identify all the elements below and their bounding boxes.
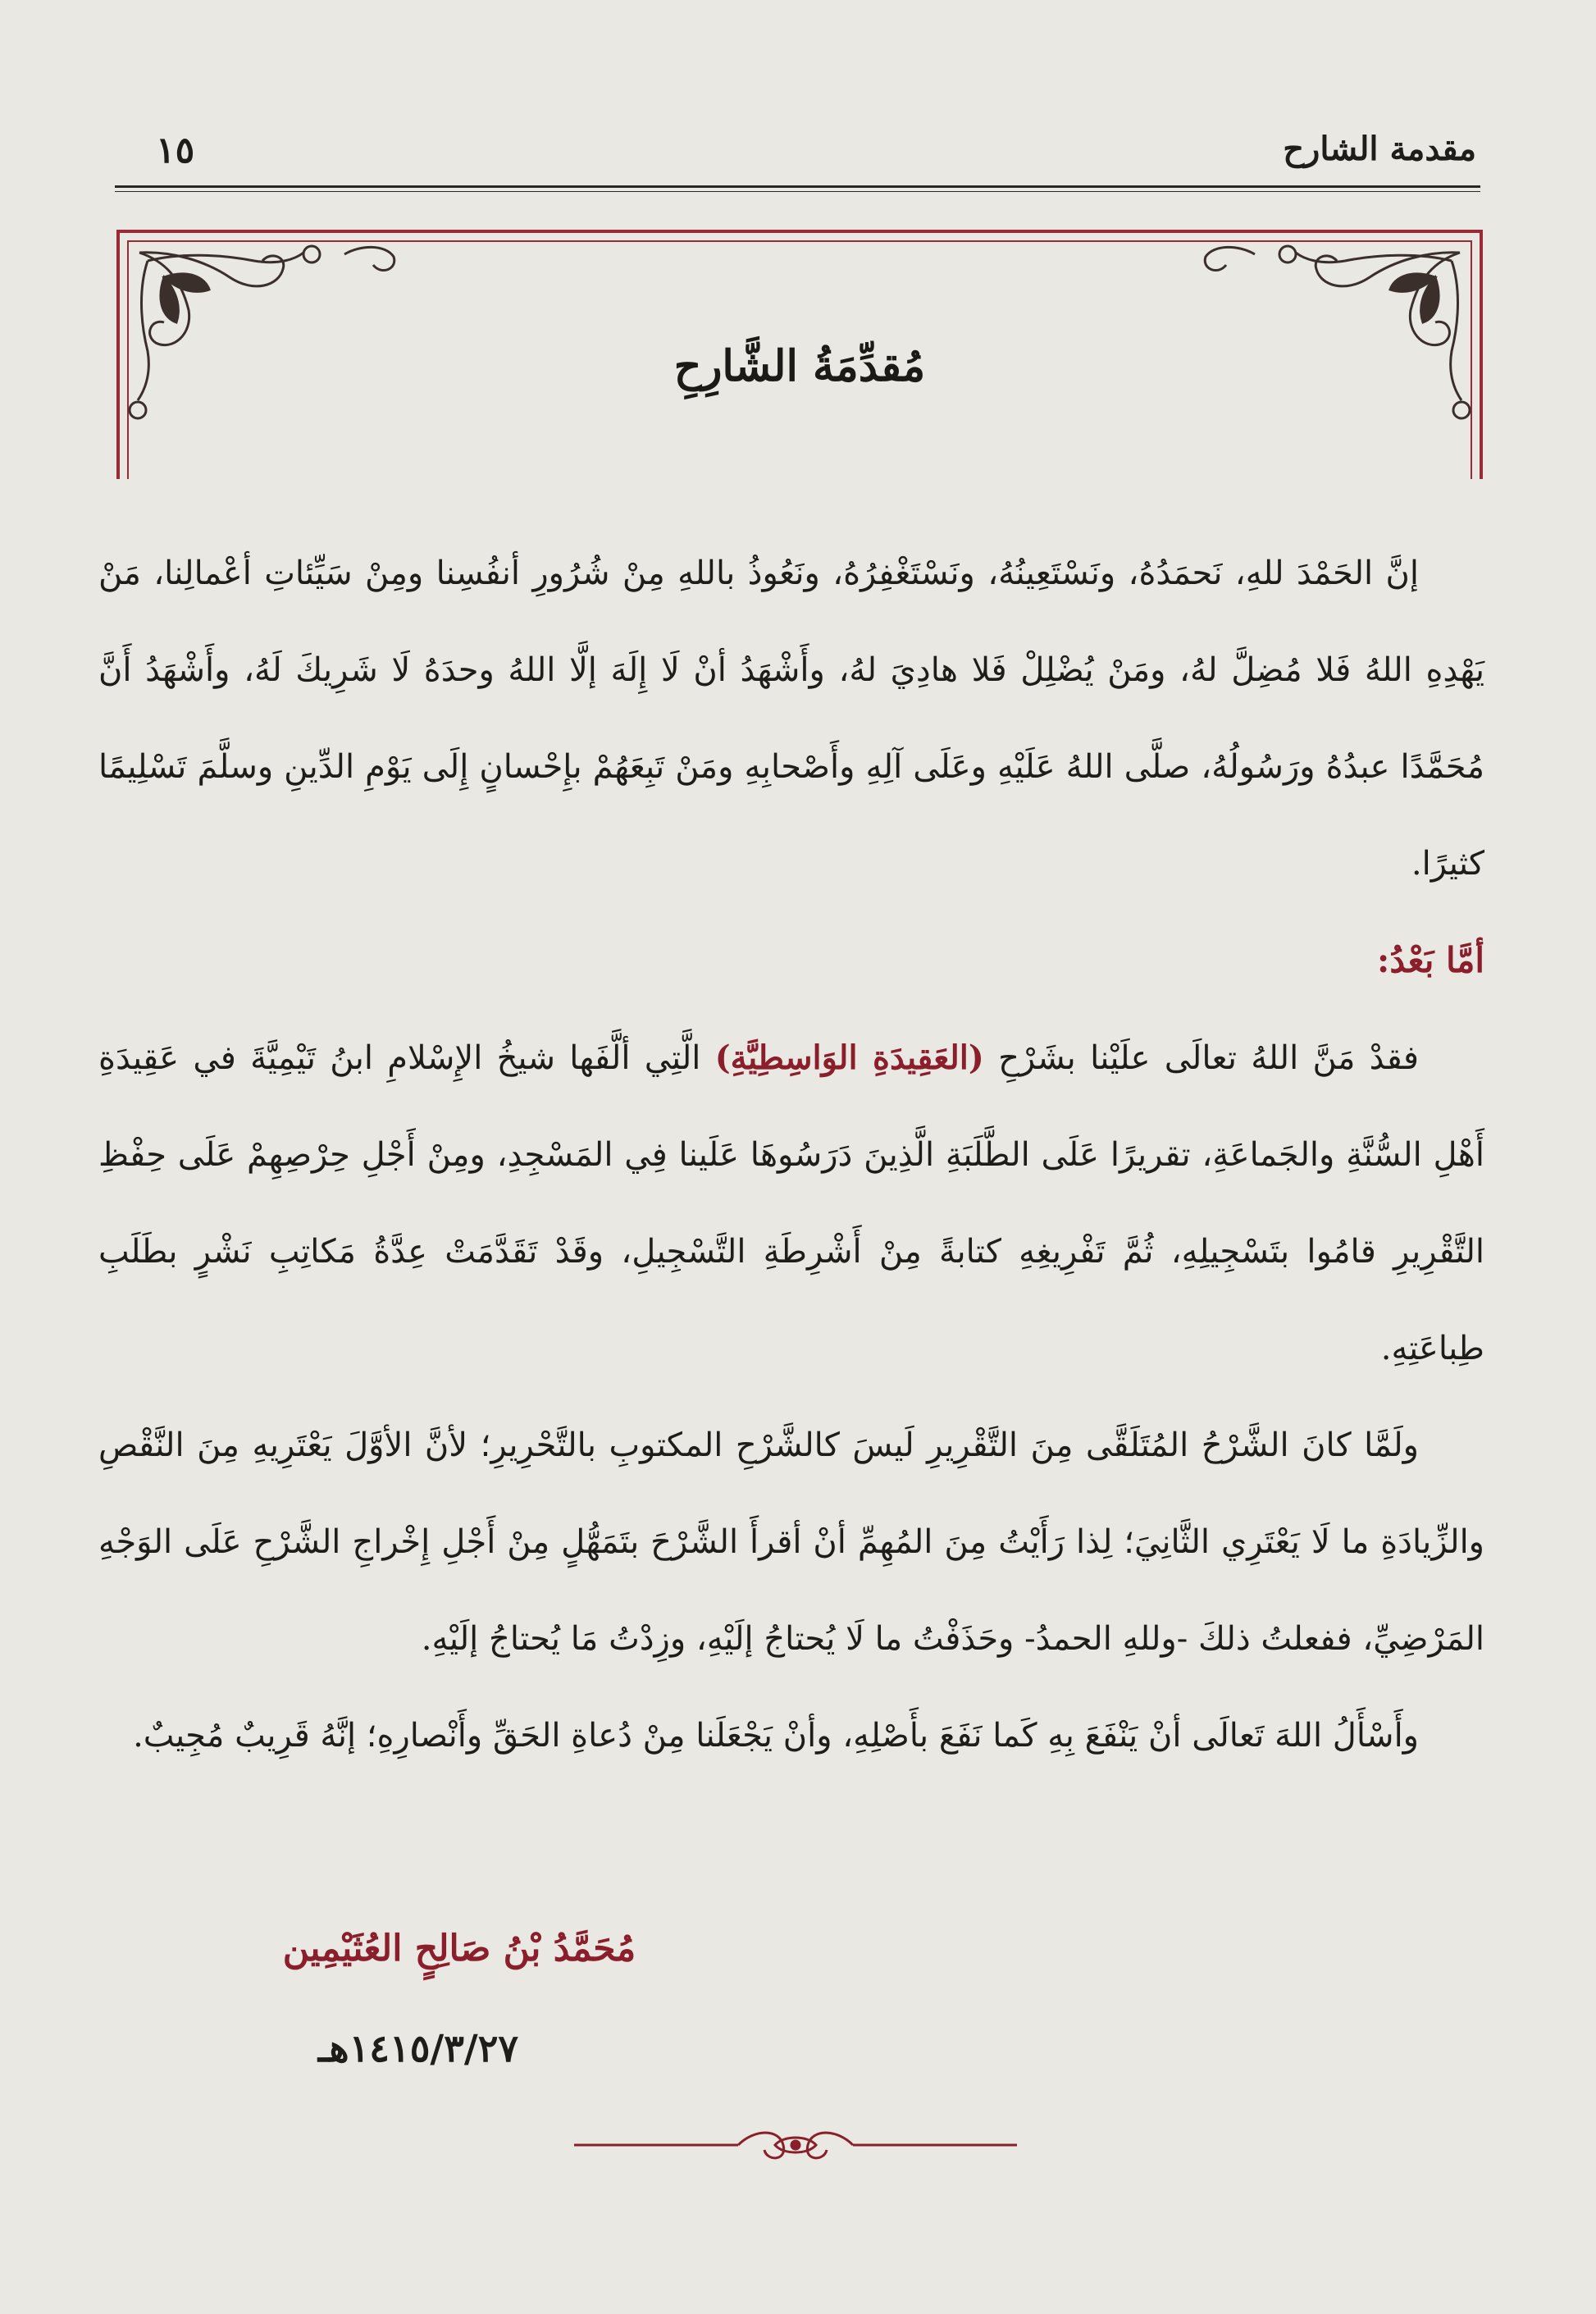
page-number: ١٥: [156, 130, 195, 171]
chapter-title: مُقدِّمَةُ الشَّارِحِ: [673, 341, 926, 391]
running-header: [115, 123, 1476, 180]
paragraph-book-intro-start: فقدْ مَنَّ اللهُ تعالَى علَيْنا بشَرْحِ: [983, 1039, 1419, 1077]
right-corner-ornament: [1205, 246, 1470, 418]
signature-date: ١٤١٥/٣/٢٧هـ: [317, 2026, 519, 2070]
paragraph-revision: ولَمَّا كانَ الشَّرْحُ المُتَلَقَّى مِنَ التَّقْرِيرِ لَيسَ كالشَّرْحِ المكتوبِ بالتَّحْرِيرِ؛ لأنَّ الأوَّلَ يَعْتَرِيهِ مِنَ النَّقْصِ والزِّيادَةِ ما لَا يَعْتَرِي الثَّانِيَ؛ لِذا رَأَيْتُ مِنَ المُهِمِّ أنْ أقرأَ الشَّرْحَ بتَمَهُّلٍ مِنْ أَجْلِ إِخْراجِ الشَّرْحِ عَلَى الوَجْهِ المَرْضِيِّ، ففعلتُ ذلكَ -وللهِ الحمدُ- وحَذَفْتُ ما لَا يُحتاجُ إلَيْهِ، وزِدْتُ مَا يُحتاجُ إلَيْهِ.: [98, 1426, 1484, 1658]
left-corner-ornament: [130, 246, 394, 418]
author-signature: مُحَمَّدُ بْنُ صَالِحٍ العُثَيْمِين: [282, 1928, 636, 1969]
book-title: (العَقِيدَةِ الوَاسِطِيَّةِ): [714, 1038, 984, 1077]
chapter-title-frame: [115, 228, 1484, 482]
running-title: مقدمة الشارح: [1283, 130, 1476, 168]
closing-flourish: [574, 2120, 1017, 2170]
header-rule-thick: [115, 185, 1480, 188]
header-rule: [115, 185, 1480, 194]
amma-baad-label: أمَّا بَعْدُ:: [1376, 940, 1484, 980]
paragraph-book-intro: [98, 1010, 1484, 1397]
header-rule-thin: [115, 191, 1480, 192]
paragraph-opening-praise: إنَّ الحَمْدَ للهِ، نَحمَدُهُ، ونَسْتَعِينُهُ، ونَسْتَغْفِرُهُ، ونَعُوذُ باللهِ مِنْ شُرُورِ أنفُسِنا ومِنْ سَيِّئاتِ أعْمالِنا، مَنْ يَهْدِهِ اللهُ فَلا مُضِلَّ لهُ، ومَنْ يُضْلِلْ فَلا هادِيَ لهُ، وأَشْهَدُ أنْ لَا إِلَهَ إلَّا اللهُ وحدَهُ لَا شَرِيكَ لَهُ، وأَشْهَدُ أَنَّ مُحَمَّدًا عبدُهُ ورَسُولُهُ، صلَّى اللهُ عَلَيْهِ وعَلَى آلِهِ وأَصْحابِهِ ومَنْ تَبِعَهُمْ بإِحْسانٍ إِلَى يَوْمِ الدِّينِ وسلَّمَ تَسْلِيمًا كثيرًا.: [98, 555, 1484, 883]
amma-baad-heading: [98, 912, 1484, 1010]
body-text: [98, 525, 1484, 1784]
paragraph-supplication: وأَسْأَلُ اللهَ تَعالَى أنْ يَنْفَعَ بِهِ كَما نَفَعَ بأَصْلِهِ، وأنْ يَجْعَلَنا مِنْ دُعاةِ الحَقِّ وأَنْصارِهِ؛ إنَّهُ قَرِيبٌ مُجِيبٌ.: [133, 1717, 1419, 1755]
paragraph-book-intro-rest: الَّتِي ألَّفَها شيخُ الإِسْلامِ ابنُ تَيْمِيَّةَ في عَقِيدَةِ أَهْلِ السُّنَّةِ والجَماعَةِ، تقريرًا عَلَى الطَّلَبَةِ الَّذِينَ دَرَسُوهَا عَلَينا فِي المَسْجِدِ، ومِنْ أَجْلِ حِرْصِهِمْ عَلَى حِفْظِ التَّقْرِيرِ قامُوا بتَسْجِيلِهِ، ثُمَّ تَفْرِيغِهِ كتابةً مِنْ أَشْرِطَةِ التَّسْجِيلِ، وقَدْ تَقَدَّمَتْ عِدَّةُ مَكاتِبِ نَشْرٍ بطَلَبِ طِباعَتِهِ.: [98, 1039, 1484, 1367]
